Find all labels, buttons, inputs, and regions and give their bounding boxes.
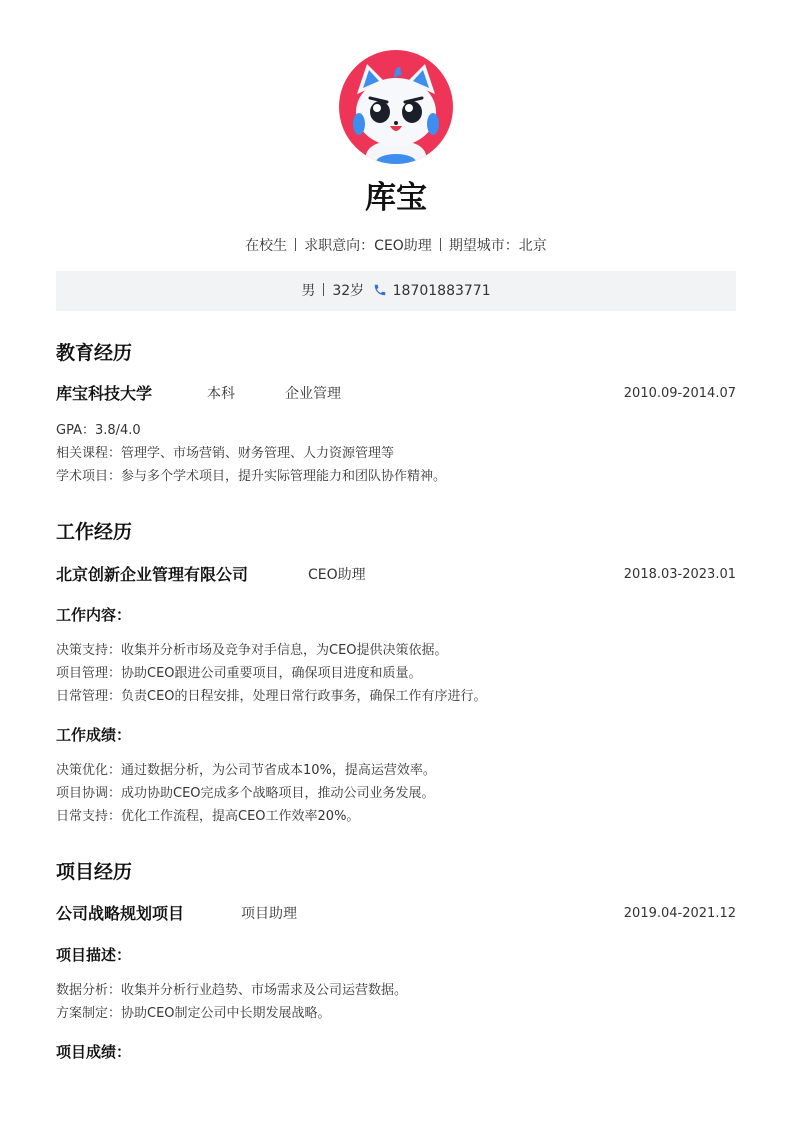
project-section-title: 项目经历 <box>56 861 133 883</box>
candidate-name: 库宝 <box>365 180 427 216</box>
education-line: 学术项目：参与多个学术项目，提升实际管理能力和团队协作精神。 <box>56 469 447 484</box>
phone-icon <box>373 283 387 297</box>
mascot-illustration <box>339 50 453 164</box>
project-desc-title: 项目描述： <box>56 946 132 964</box>
expected-city: 期望城市：北京 <box>448 238 547 254</box>
education-section-title: 教育经历 <box>56 342 133 364</box>
degree: 本科 <box>207 386 235 402</box>
job-intent: 求职意向：CEO助理 <box>304 238 432 254</box>
project-role: 项目助理 <box>241 906 297 922</box>
work-content-line: 日常管理：负责CEO的日程安排，处理日常行政事务，确保工作有序进行。 <box>56 689 487 704</box>
project-desc-line: 方案制定：协助CEO制定公司中长期发展战略。 <box>56 1006 331 1021</box>
work-result-line: 决策优化：通过数据分析，为公司节省成本10%，提高运营效率。 <box>56 763 436 778</box>
divider <box>323 283 324 296</box>
major: 企业管理 <box>285 386 341 402</box>
company-name: 北京创新企业管理有限公司 <box>56 565 249 584</box>
work-content-line: 项目管理：协助CEO跟进公司重要项目，确保项目进度和质量。 <box>56 666 422 681</box>
work-section-title: 工作经历 <box>56 521 133 543</box>
phone-number[interactable]: 18701883771 <box>392 283 491 299</box>
project-name: 公司战略规划项目 <box>56 904 185 923</box>
education-date: 2010.09-2014.07 <box>623 386 736 401</box>
school-name: 库宝科技大学 <box>56 384 153 403</box>
contact-bar <box>56 271 736 311</box>
education-line: GPA：3.8/4.0 <box>56 423 141 438</box>
divider <box>295 238 296 251</box>
project-date: 2019.04-2021.12 <box>623 906 736 921</box>
work-content-title: 工作内容： <box>56 606 132 624</box>
age: 32岁 <box>332 283 365 299</box>
work-result-line: 项目协调：成功协助CEO完成多个战略项目，推动公司业务发展。 <box>56 786 435 801</box>
work-content-line: 决策支持：收集并分析市场及竞争对手信息，为CEO提供决策依据。 <box>56 643 448 658</box>
education-line: 相关课程：管理学、市场营销、财务管理、人力资源管理等 <box>56 446 395 461</box>
work-result-title: 工作成绩： <box>56 726 132 744</box>
avatar <box>339 50 453 164</box>
work-role: CEO助理 <box>308 567 366 583</box>
status-text: 在校生 <box>245 238 288 254</box>
candidate-subline <box>0 236 792 256</box>
work-date: 2018.03-2023.01 <box>623 567 736 582</box>
work-result-line: 日常支持：优化工作流程，提高CEO工作效率20%。 <box>56 809 360 824</box>
project-result-title: 项目成绩： <box>56 1043 132 1061</box>
gender: 男 <box>301 283 316 299</box>
divider <box>440 238 441 251</box>
project-desc-line: 数据分析：收集并分析行业趋势、市场需求及公司运营数据。 <box>56 983 408 998</box>
